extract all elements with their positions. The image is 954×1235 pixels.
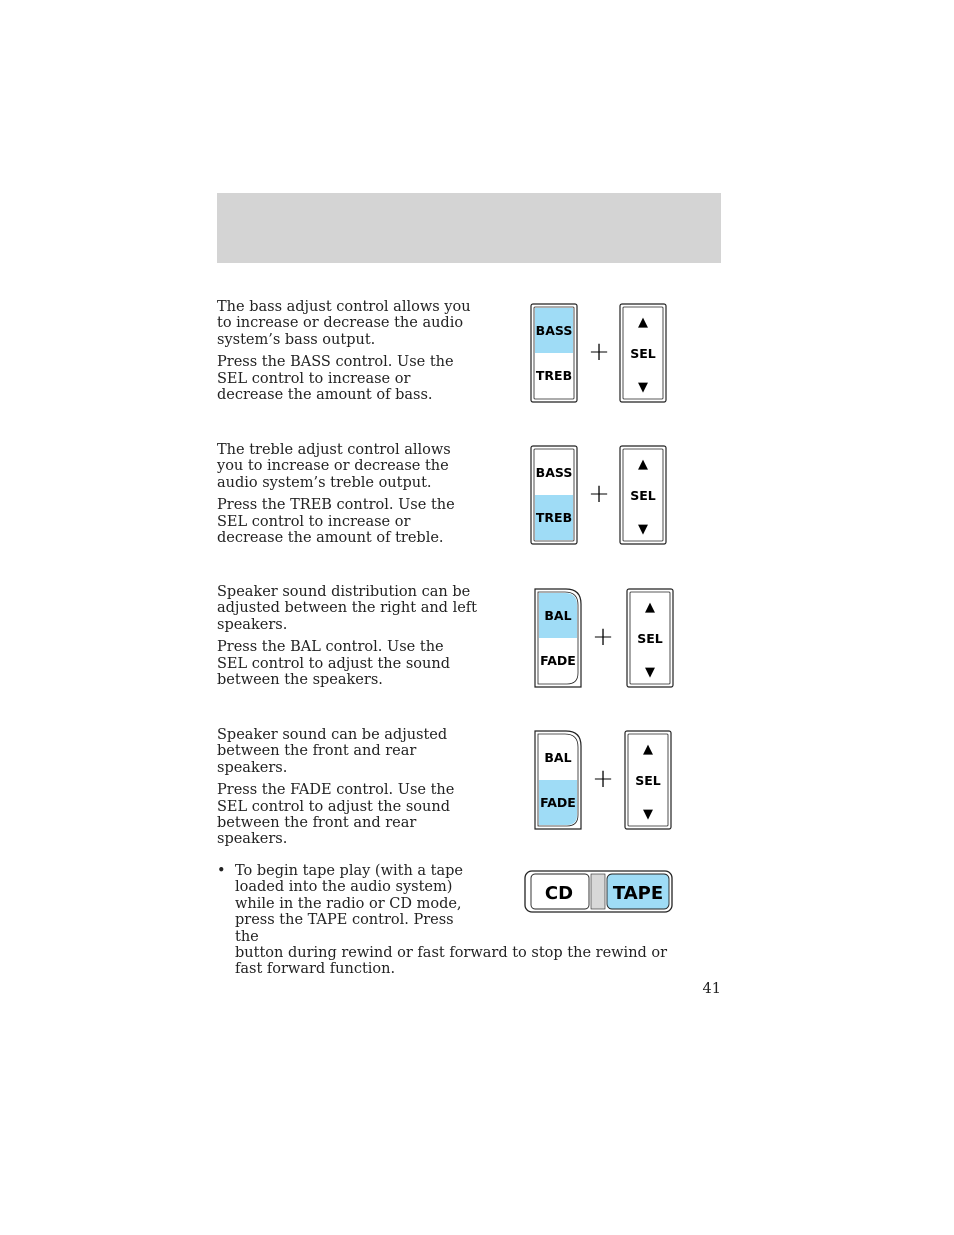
bass-button-label[interactable]: BASS (535, 323, 573, 338)
sel-button-label[interactable]: SEL (630, 488, 656, 503)
bass-button-label[interactable]: BASS (535, 465, 573, 480)
sel-up-arrow-icon[interactable]: ▲ (643, 742, 653, 757)
cd-tape-control-diagram (522, 868, 676, 920)
treble-description: The treble adjust control allows you to increase or decrease the audio system’s treble output. (217, 442, 451, 491)
sel-down-arrow-icon[interactable]: ▼ (638, 522, 648, 537)
balance-description: Speaker sound distribution can be adjusted between the right and left speakers. (217, 584, 477, 633)
tape-button-label[interactable]: TAPE (612, 883, 664, 904)
fade-control-diagram (532, 729, 678, 837)
treble-section (217, 442, 477, 552)
sel-button-label[interactable]: SEL (630, 346, 656, 361)
plus-sign: + (588, 479, 610, 509)
tape-bullet-text-part2: button during rewind or fast forward to stop the rewind or fast forward function. (235, 945, 668, 978)
sel-up-arrow-icon[interactable]: ▲ (638, 457, 648, 472)
bass-control-diagram (528, 302, 670, 410)
sel-button-label[interactable]: SEL (637, 631, 663, 646)
balance-section (217, 584, 477, 694)
page-number: 41 (702, 981, 721, 997)
cd-button-label[interactable]: CD (544, 883, 574, 904)
treble-instruction: Press the TREB control. Use the SEL control to increase or decrease the amount of treble. (217, 497, 455, 547)
sel-down-arrow-icon[interactable]: ▼ (645, 665, 655, 680)
plus-sign: + (592, 764, 614, 794)
plus-sign: + (588, 337, 610, 367)
sel-down-arrow-icon[interactable]: ▼ (643, 807, 653, 822)
bal-button-label[interactable]: BAL (544, 750, 572, 765)
bal-button-label[interactable]: BAL (544, 608, 572, 623)
treble-control-diagram (528, 444, 670, 552)
sel-up-arrow-icon[interactable]: ▲ (638, 315, 648, 330)
sel-button-label[interactable]: SEL (635, 773, 661, 788)
bullet-symbol: • (217, 863, 226, 879)
sel-down-arrow-icon[interactable]: ▼ (638, 380, 648, 395)
bass-description: The bass adjust control allows you to increase or decrease the audio system’s bass output. (217, 299, 471, 348)
plus-sign: + (592, 622, 614, 652)
tape-bullet-text-part1: To begin tape play (with a tape loaded into the audio system) while in the radio or CD mode, press the TAPE control. Press the (235, 863, 463, 945)
fade-description: Speaker sound can be adjusted between the front and rear speakers. (217, 727, 448, 776)
section-header-bar (217, 193, 721, 263)
fade-instruction: Press the FADE control. Use the SEL control to adjust the sound between the front and rear speakers. (217, 782, 455, 848)
balance-control-diagram (532, 587, 678, 695)
bass-instruction: Press the BASS control. Use the SEL control to increase or decrease the amount of bass. (217, 354, 454, 404)
fade-button-label[interactable]: FADE (540, 795, 576, 810)
fade-section (217, 727, 477, 854)
treb-button-label[interactable]: TREB (535, 510, 573, 525)
treb-button-label[interactable]: TREB (535, 368, 573, 383)
fade-button-label[interactable]: FADE (540, 653, 576, 668)
sel-up-arrow-icon[interactable]: ▲ (645, 600, 655, 615)
bass-section (217, 299, 477, 409)
balance-instruction: Press the BAL control. Use the SEL control to adjust the sound between the speakers. (217, 639, 450, 689)
